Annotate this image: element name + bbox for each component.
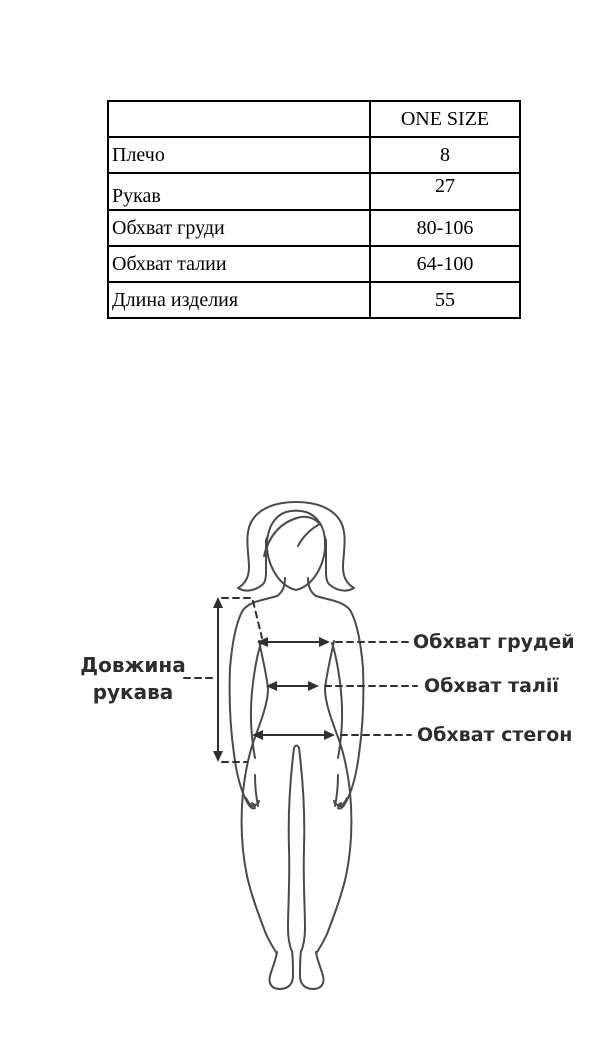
row-value: 8 <box>370 137 520 173</box>
row-label: Рукав <box>108 173 370 210</box>
chest-girth-label: Обхват грудей <box>413 631 575 653</box>
waist-girth-label: Обхват талії <box>424 675 559 697</box>
figure-body-outline <box>230 578 364 989</box>
row-value: 55 <box>370 282 520 318</box>
figure-face-icon <box>267 511 325 591</box>
sleeve-length-label <box>73 652 193 706</box>
row-label: Обхват груди <box>108 210 370 246</box>
header-one-size-cell: ONE SIZE <box>370 101 520 137</box>
row-value: 80-106 <box>370 210 520 246</box>
row-label: Плечо <box>108 137 370 173</box>
sleeve-length-arrow <box>184 597 262 762</box>
sleeve-length-label-line2: рукава <box>92 680 174 704</box>
hips-girth-arrow <box>252 730 411 740</box>
row-value: 27 <box>370 173 520 210</box>
sleeve-length-label-line1: Довжина <box>80 653 186 677</box>
row-label: Обхват талии <box>108 246 370 282</box>
hips-girth-label: Обхват стегон <box>417 724 573 746</box>
row-label: Длина изделия <box>108 282 370 318</box>
row-value: 64-100 <box>370 246 520 282</box>
